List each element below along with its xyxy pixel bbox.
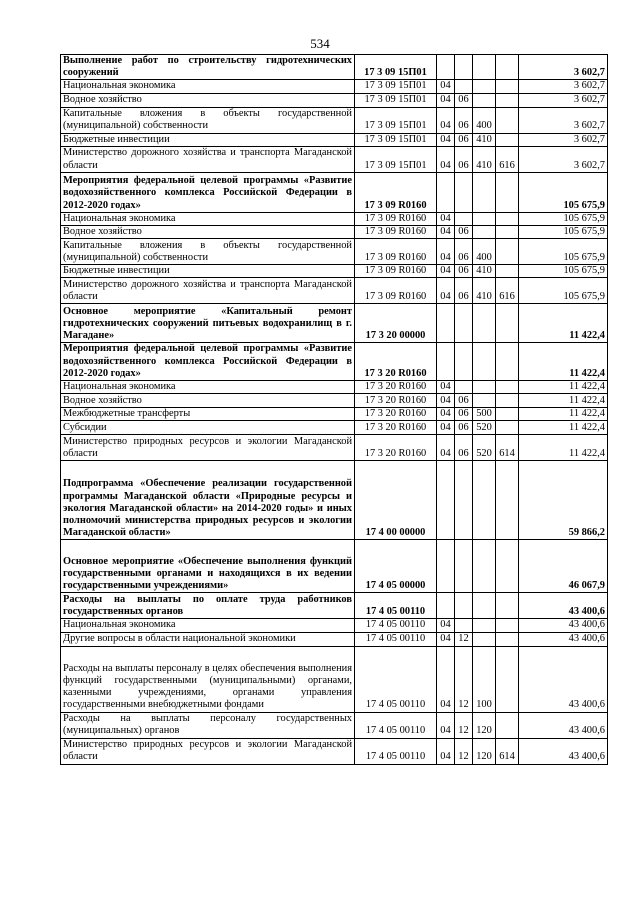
row-amount: 59 866,2: [519, 461, 608, 540]
row-amount: 43 400,6: [519, 738, 608, 764]
table-row: [61, 381, 608, 394]
row-subsection: 12: [455, 712, 473, 738]
table-row: [61, 265, 608, 278]
row-name: Выполнение работ по строительству гидротехнических сооружений: [61, 55, 355, 80]
row-amount: 11 422,4: [519, 304, 608, 343]
row-subsection: 06: [455, 107, 473, 133]
row-administrator: [496, 593, 519, 619]
row-code: 17 3 09 R0160: [355, 172, 437, 212]
row-amount: 11 422,4: [519, 435, 608, 461]
row-administrator: [496, 239, 519, 265]
row-section: 04: [437, 619, 455, 632]
row-section: [437, 304, 455, 343]
row-administrator: [496, 394, 519, 408]
row-expense-type: 520: [473, 435, 496, 461]
row-name: Водное хозяйство: [61, 93, 355, 107]
row-expense-type: [473, 632, 496, 646]
row-amount: 43 400,6: [519, 619, 608, 632]
row-code: 17 4 05 00110: [355, 593, 437, 619]
row-expense-type: 410: [473, 146, 496, 172]
row-expense-type: [473, 172, 496, 212]
row-section: 04: [437, 146, 455, 172]
row-subsection: 12: [455, 738, 473, 764]
row-code: 17 3 20 R0160: [355, 421, 437, 435]
row-section: [437, 540, 455, 593]
row-code: 17 3 09 15П01: [355, 55, 437, 80]
row-expense-type: [473, 343, 496, 381]
row-code: 17 3 09 R0160: [355, 239, 437, 265]
row-administrator: [496, 421, 519, 435]
row-subsection: 06: [455, 239, 473, 265]
row-expense-type: 500: [473, 408, 496, 421]
row-name: Капитальные вложения в объекты государственной (муниципальной) собственности: [61, 107, 355, 133]
row-code: 17 3 20 R0160: [355, 394, 437, 408]
row-name: Расходы на выплаты по оплате труда работников государственных органов: [61, 593, 355, 619]
row-administrator: [496, 80, 519, 93]
row-name: Расходы на выплаты персоналу государственных (муниципальных) органов: [61, 712, 355, 738]
row-code: 17 4 05 00110: [355, 738, 437, 764]
table-row: [61, 278, 608, 304]
row-section: [437, 55, 455, 80]
table-row: [61, 619, 608, 632]
row-subsection: 06: [455, 408, 473, 421]
row-expense-type: 520: [473, 421, 496, 435]
row-expense-type: [473, 593, 496, 619]
row-name: Национальная экономика: [61, 212, 355, 225]
row-code: 17 4 00 00000: [355, 461, 437, 540]
table-row: [61, 172, 608, 212]
row-administrator: [496, 461, 519, 540]
row-code: 17 3 20 R0160: [355, 343, 437, 381]
row-section: 04: [437, 212, 455, 225]
row-code: 17 4 05 00110: [355, 619, 437, 632]
row-section: 04: [437, 646, 455, 712]
row-amount: 105 675,9: [519, 278, 608, 304]
row-code: 17 4 05 00110: [355, 712, 437, 738]
row-expense-type: 400: [473, 239, 496, 265]
row-name: Национальная экономика: [61, 381, 355, 394]
row-subsection: [455, 343, 473, 381]
row-section: [437, 461, 455, 540]
row-amount: 11 422,4: [519, 421, 608, 435]
row-expense-type: 100: [473, 646, 496, 712]
row-expense-type: 410: [473, 278, 496, 304]
row-name: Национальная экономика: [61, 80, 355, 93]
row-expense-type: [473, 80, 496, 93]
table-row: [61, 226, 608, 239]
row-code: 17 3 09 15П01: [355, 80, 437, 93]
row-amount: 105 675,9: [519, 226, 608, 239]
row-administrator: [496, 212, 519, 225]
row-section: 04: [437, 265, 455, 278]
row-subsection: 06: [455, 226, 473, 239]
budget-table-body: [61, 55, 608, 765]
row-expense-type: [473, 226, 496, 239]
row-code: 17 3 09 15П01: [355, 146, 437, 172]
row-administrator: [496, 619, 519, 632]
row-name: Капитальные вложения в объекты государственной (муниципальной) собственности: [61, 239, 355, 265]
row-name: Подпрограмма «Обеспечение реализации государственной программы Магаданской области «Природные ресурсы и экология Магаданской области» на 2014-2020 годы» и иных полномочий министерства природных ресурсов и экологии Магаданской области»: [61, 461, 355, 540]
row-expense-type: 410: [473, 265, 496, 278]
row-code: 17 3 09 15П01: [355, 93, 437, 107]
table-row: [61, 738, 608, 764]
row-code: 17 3 09 R0160: [355, 226, 437, 239]
row-section: 04: [437, 421, 455, 435]
row-administrator: [496, 712, 519, 738]
table-row: [61, 712, 608, 738]
row-amount: 105 675,9: [519, 239, 608, 265]
row-subsection: 06: [455, 435, 473, 461]
row-subsection: [455, 461, 473, 540]
row-expense-type: [473, 540, 496, 593]
row-amount: 3 602,7: [519, 55, 608, 80]
row-subsection: 06: [455, 146, 473, 172]
table-row: [61, 133, 608, 146]
row-expense-type: [473, 394, 496, 408]
row-administrator: 614: [496, 435, 519, 461]
row-amount: 3 602,7: [519, 146, 608, 172]
row-name: Министерство природных ресурсов и экологии Магаданской области: [61, 435, 355, 461]
row-administrator: [496, 632, 519, 646]
row-administrator: 616: [496, 146, 519, 172]
row-subsection: [455, 619, 473, 632]
table-row: [61, 343, 608, 381]
row-subsection: 06: [455, 394, 473, 408]
row-subsection: 12: [455, 646, 473, 712]
row-expense-type: [473, 381, 496, 394]
row-amount: 3 602,7: [519, 107, 608, 133]
row-name: Национальная экономика: [61, 619, 355, 632]
row-name: Бюджетные инвестиции: [61, 265, 355, 278]
row-expense-type: 120: [473, 738, 496, 764]
row-amount: 11 422,4: [519, 343, 608, 381]
table-row: [61, 646, 608, 712]
row-name: Министерство дорожного хозяйства и транспорта Магаданской области: [61, 278, 355, 304]
row-subsection: [455, 540, 473, 593]
row-section: [437, 343, 455, 381]
table-row: [61, 394, 608, 408]
row-section: [437, 593, 455, 619]
table-row: [61, 212, 608, 225]
table-row: [61, 93, 608, 107]
row-administrator: [496, 133, 519, 146]
row-code: 17 4 05 00110: [355, 632, 437, 646]
row-amount: 105 675,9: [519, 172, 608, 212]
row-administrator: [496, 540, 519, 593]
row-administrator: [496, 343, 519, 381]
row-code: 17 4 05 00110: [355, 646, 437, 712]
row-name: Министерство дорожного хозяйства и транспорта Магаданской области: [61, 146, 355, 172]
row-subsection: [455, 212, 473, 225]
row-administrator: [496, 55, 519, 80]
table-row: [61, 540, 608, 593]
row-code: 17 3 20 R0160: [355, 408, 437, 421]
row-amount: 105 675,9: [519, 265, 608, 278]
row-name: Межбюджетные трансферты: [61, 408, 355, 421]
row-name: Бюджетные инвестиции: [61, 133, 355, 146]
row-section: 04: [437, 381, 455, 394]
row-expense-type: [473, 93, 496, 107]
budget-table: [60, 54, 608, 765]
row-section: 04: [437, 278, 455, 304]
row-name: Водное хозяйство: [61, 226, 355, 239]
row-section: 04: [437, 133, 455, 146]
row-amount: 11 422,4: [519, 381, 608, 394]
row-code: 17 3 09 R0160: [355, 278, 437, 304]
row-administrator: [496, 226, 519, 239]
row-code: 17 3 09 15П01: [355, 107, 437, 133]
page-number: 534: [310, 36, 330, 51]
table-row: [61, 421, 608, 435]
table-row: [61, 107, 608, 133]
row-amount: 43 400,6: [519, 593, 608, 619]
row-subsection: [455, 55, 473, 80]
row-expense-type: [473, 619, 496, 632]
row-section: 04: [437, 394, 455, 408]
row-amount: 11 422,4: [519, 394, 608, 408]
row-section: 04: [437, 632, 455, 646]
row-amount: 3 602,7: [519, 80, 608, 93]
row-subsection: 06: [455, 133, 473, 146]
row-administrator: [496, 265, 519, 278]
row-code: 17 3 09 15П01: [355, 133, 437, 146]
table-row: [61, 80, 608, 93]
row-section: 04: [437, 93, 455, 107]
row-name: Основное мероприятие «Обеспечение выполнения функций государственными органами и находящихся в их ведении государственными учреждениями»: [61, 540, 355, 593]
row-subsection: [455, 381, 473, 394]
row-section: 04: [437, 226, 455, 239]
row-section: 04: [437, 107, 455, 133]
row-administrator: 616: [496, 278, 519, 304]
row-expense-type: [473, 304, 496, 343]
row-expense-type: [473, 55, 496, 80]
row-expense-type: 120: [473, 712, 496, 738]
table-row: [61, 461, 608, 540]
row-administrator: 614: [496, 738, 519, 764]
table-row: [61, 408, 608, 421]
row-section: 04: [437, 738, 455, 764]
row-expense-type: 400: [473, 107, 496, 133]
row-administrator: [496, 381, 519, 394]
table-row: [61, 593, 608, 619]
row-administrator: [496, 107, 519, 133]
table-row: [61, 239, 608, 265]
table-row: [61, 435, 608, 461]
row-code: 17 3 20 00000: [355, 304, 437, 343]
row-amount: 11 422,4: [519, 408, 608, 421]
row-name: Министерство природных ресурсов и экологии Магаданской области: [61, 738, 355, 764]
row-code: 17 3 09 R0160: [355, 212, 437, 225]
row-code: 17 3 09 R0160: [355, 265, 437, 278]
row-administrator: [496, 172, 519, 212]
row-amount: 105 675,9: [519, 212, 608, 225]
row-amount: 43 400,6: [519, 646, 608, 712]
row-name: Субсидии: [61, 421, 355, 435]
row-administrator: [496, 408, 519, 421]
row-section: 04: [437, 80, 455, 93]
row-amount: 3 602,7: [519, 133, 608, 146]
row-administrator: [496, 93, 519, 107]
row-section: 04: [437, 435, 455, 461]
row-subsection: 06: [455, 278, 473, 304]
row-name: Расходы на выплаты персоналу в целях обеспечения выполнения функций государственными (муниципальными) органами, казенными учреждениями, органами управления государственными внебюджетными фондами: [61, 646, 355, 712]
row-section: [437, 172, 455, 212]
row-expense-type: 410: [473, 133, 496, 146]
row-name: Мероприятия федеральной целевой программы «Развитие водохозяйственного комплекса Российской Федерации в 2012-2020 годах»: [61, 343, 355, 381]
row-amount: 43 400,6: [519, 712, 608, 738]
row-administrator: [496, 646, 519, 712]
row-name: Водное хозяйство: [61, 394, 355, 408]
row-subsection: 06: [455, 93, 473, 107]
row-subsection: [455, 593, 473, 619]
row-name: Мероприятия федеральной целевой программы «Развитие водохозяйственного комплекса Российской Федерации в 2012-2020 годах»: [61, 172, 355, 212]
row-subsection: [455, 304, 473, 343]
row-subsection: [455, 172, 473, 212]
row-administrator: [496, 304, 519, 343]
table-row: [61, 304, 608, 343]
row-name: Другие вопросы в области национальной экономики: [61, 632, 355, 646]
row-amount: 43 400,6: [519, 632, 608, 646]
row-name: Основное мероприятие «Капитальный ремонт гидротехнических сооружений питьевых водохранилищ в г. Магадане»: [61, 304, 355, 343]
table-row: [61, 146, 608, 172]
table-row: [61, 632, 608, 646]
row-amount: 3 602,7: [519, 93, 608, 107]
row-code: 17 4 05 00000: [355, 540, 437, 593]
table-row: [61, 55, 608, 80]
row-subsection: 06: [455, 421, 473, 435]
row-section: 04: [437, 239, 455, 265]
row-section: 04: [437, 408, 455, 421]
row-subsection: 12: [455, 632, 473, 646]
row-amount: 46 067,9: [519, 540, 608, 593]
row-section: 04: [437, 712, 455, 738]
row-expense-type: [473, 461, 496, 540]
row-code: 17 3 20 R0160: [355, 381, 437, 394]
row-subsection: [455, 80, 473, 93]
row-expense-type: [473, 212, 496, 225]
row-code: 17 3 20 R0160: [355, 435, 437, 461]
row-subsection: 06: [455, 265, 473, 278]
